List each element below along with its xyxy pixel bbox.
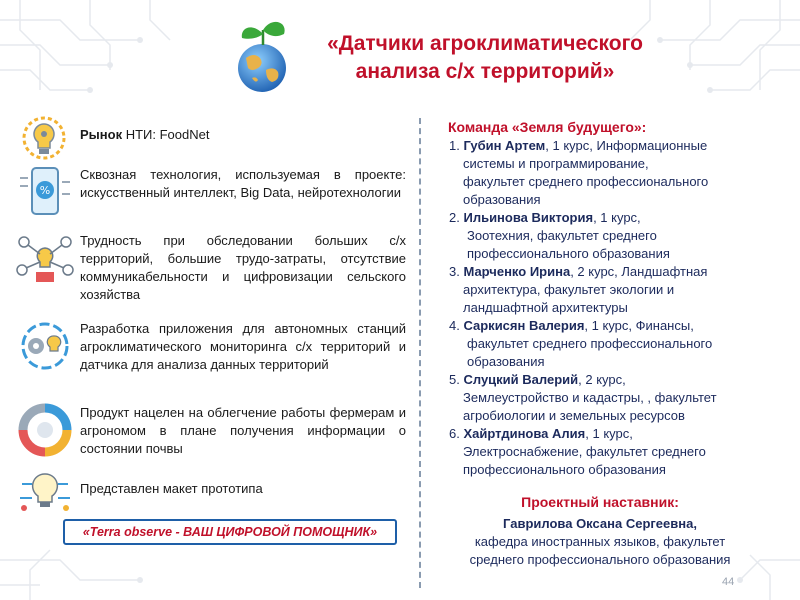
member-detail-line: факультет среднего профессионального [467,336,713,351]
market-label: Рынок [80,127,123,142]
market-text: НТИ: FoodNet [122,127,210,142]
smartphone-percent-icon [14,164,76,220]
product-text: Продукт нацелен на облегчение работы фермерам и агрономом в плане получения информации о состоянии почвы [80,405,406,456]
member-number: 1. [449,138,460,153]
lightbulb-gear-icon [14,112,76,168]
member-detail-line: образования [467,354,545,369]
member-detail-line: факультет среднего профессионального [463,174,709,189]
member-detail-line: образования [463,192,541,207]
prototype-text: Представлен макет прототипа [80,481,263,496]
member-detail: , 2 курс, Ландшафтная [570,264,708,279]
team-member-2 [449,209,789,263]
member-detail-line: Электроснабжение, факультет среднего [463,444,706,459]
member-detail-line: Землеустройство и кадастры, , факультет [463,390,717,405]
segmented-ring-icon [14,402,76,458]
team-member-1 [449,137,789,209]
page-title: «Датчики агроклиматического анализа с/х территорий» [327,32,643,83]
mentor-detail-line: кафедра иностранных языков, факультет [474,534,726,549]
member-detail: , 1 курс, [585,426,633,441]
team-member-4 [449,317,789,371]
member-number: 3. [449,264,460,279]
member-number: 6. [449,426,460,441]
member-name: Губин Артем [463,138,546,153]
development-text: Разработка приложения для автономных станций агроклиматического мониторинга с/х территорий и датчика для анализа данных территорий [80,321,406,372]
slogan-banner: «Terra observe - ВАШ ЦИФРОВОЙ ПОМОЩНИК» [63,519,397,545]
team-member-5 [449,371,789,425]
member-detail-line: профессионального образования [463,462,666,477]
info-row-market [14,112,414,162]
column-divider [419,118,421,588]
mentor-name: Гаврилова Оксана Сергеевна, [503,516,697,531]
info-row-product [14,402,414,460]
member-detail: , 1 курс, Информационные [545,138,708,153]
member-detail-line: профессионального образования [467,246,670,261]
member-number: 4. [449,318,460,333]
member-detail: , 2 курс, [578,372,626,387]
member-detail-line: Зоотехния, факультет среднего [467,228,657,243]
mentor-detail-line: среднего профессионального образования [469,552,731,567]
member-detail: , 1 курс, Финансы, [584,318,694,333]
member-name: Ильинова Виктория [463,210,594,225]
svg-text:%: % [39,184,51,197]
member-detail-line: архитектура, факультет экологии и [463,282,675,297]
team-title: Команда «Земля будущего»: [448,119,647,135]
technology-text: Сквозная технология, используемая в проекте: искусственный интеллект, Big Data, нейротехнологии [80,167,406,200]
info-row-prototype [14,464,414,514]
team-member-6 [449,425,789,479]
info-row-problem [14,230,414,304]
mentor-info [430,515,770,569]
lightbulb-sketch-icon [14,464,76,520]
member-number: 5. [449,372,460,387]
info-row-development [14,318,414,390]
team-member-list [449,137,789,479]
mentor-title: Проектный наставник: [521,494,679,510]
member-name: Марченко Ирина [463,264,571,279]
team-member-3 [449,263,789,317]
gear-bulb-cycle-icon [14,318,76,374]
member-detail: , 1 курс, [593,210,641,225]
member-name: Слуцкий Валерий [463,372,579,387]
member-detail-line: системы и программирование, [463,156,649,171]
info-row-technology [14,164,414,224]
member-detail-line: агробиологии и земельных ресурсов [463,408,685,423]
member-name: Саркисян Валерия [463,318,585,333]
member-name: Хайртдинова Алия [463,426,586,441]
page-number: 44 [722,576,735,588]
member-number: 2. [449,210,460,225]
globe-sprout-logo-icon [232,18,296,94]
member-detail-line: ландшафтной архитектуры [463,300,628,315]
network-bulb-icon [14,230,76,286]
problem-text: Трудность при обследовании больших с/х территорий, большие трудо-затраты, отсутствие коммуникабельности и цифровизации сельского хозяйства [80,233,406,302]
